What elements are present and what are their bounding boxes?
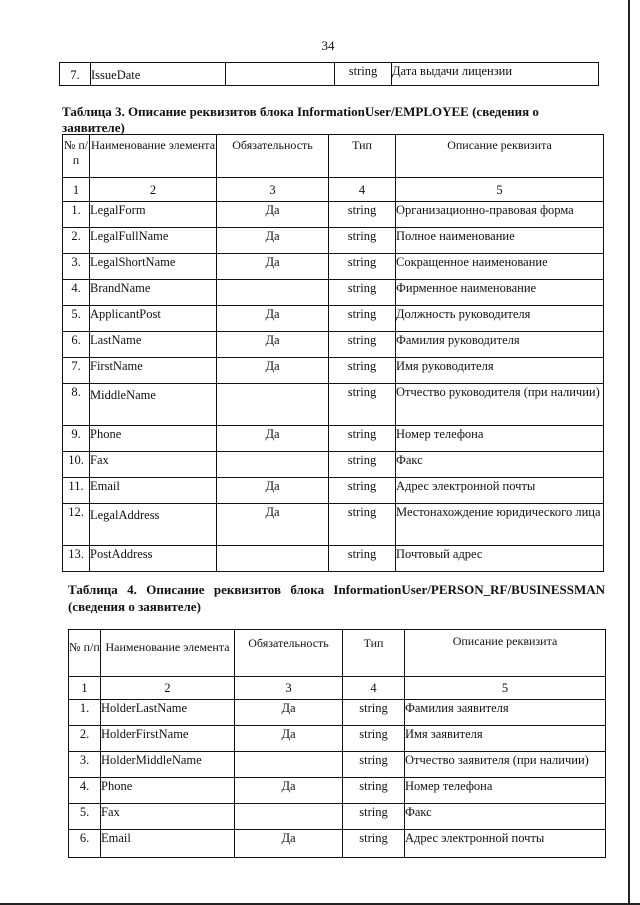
table4-caption: Таблица 4. Описание реквизитов блока InformationUser/PERSON_RF/BUSINESSMAN (сведения о заявителе) — [68, 582, 605, 614]
element-name: Email — [101, 830, 235, 858]
type-cell: string — [329, 306, 396, 332]
header-type: Тип — [343, 630, 405, 677]
header-name: Наименование элемента — [90, 135, 217, 178]
table3 — [62, 134, 604, 572]
table-row — [63, 202, 604, 228]
row-number: 2. — [63, 228, 90, 254]
element-name: BrandName — [90, 280, 217, 306]
type-cell: string — [329, 452, 396, 478]
required-cell: Да — [235, 726, 343, 752]
description-cell: Адрес электронной почты — [396, 478, 604, 504]
row-number: 4. — [63, 280, 90, 306]
table-row — [69, 830, 606, 858]
header-name: Наименование элемента — [101, 630, 235, 677]
required-cell: Да — [235, 778, 343, 804]
element-name: LegalFullName — [90, 228, 217, 254]
required-cell: Да — [217, 306, 329, 332]
type-cell: string — [343, 830, 405, 858]
description-cell: Полное наименование — [396, 228, 604, 254]
row-number: 9. — [63, 426, 90, 452]
row-number: 13. — [63, 546, 90, 572]
type-cell: string — [329, 332, 396, 358]
required-cell — [226, 63, 335, 86]
row-number: 7. — [63, 358, 90, 384]
type-cell: string — [329, 546, 396, 572]
description-cell: Отчество заявителя (при наличии) — [405, 752, 606, 778]
element-name: LegalShortName — [90, 254, 217, 280]
table-row — [63, 452, 604, 478]
header-required: Обязательность — [217, 135, 329, 178]
header-num: № п/п — [69, 630, 101, 677]
element-name: Phone — [90, 426, 217, 452]
element-name: LegalForm — [90, 202, 217, 228]
type-cell: string — [329, 202, 396, 228]
type-cell: string — [329, 426, 396, 452]
index-cell: 3 — [217, 178, 329, 202]
header-required: Обязательность — [235, 630, 343, 677]
table3-index-row — [63, 178, 604, 202]
table-row — [63, 546, 604, 572]
description-cell: Имя руководителя — [396, 358, 604, 384]
element-name: FirstName — [90, 358, 217, 384]
description-cell: Сокращенное наименование — [396, 254, 604, 280]
index-cell: 4 — [329, 178, 396, 202]
required-cell — [217, 384, 329, 426]
element-name: Fax — [101, 804, 235, 830]
required-cell: Да — [217, 202, 329, 228]
table-row — [63, 280, 604, 306]
table-row — [63, 426, 604, 452]
row-number: 4. — [69, 778, 101, 804]
description-cell: Дата выдачи лицензии — [392, 63, 599, 86]
element-name: Fax — [90, 452, 217, 478]
table3-header-row — [63, 135, 604, 178]
description-cell: Номер телефона — [405, 778, 606, 804]
header-description: Описание реквизита — [405, 630, 606, 677]
required-cell: Да — [235, 700, 343, 726]
required-cell: Да — [217, 478, 329, 504]
type-cell: string — [343, 726, 405, 752]
table-row — [63, 504, 604, 546]
table4-index-row — [69, 677, 606, 700]
description-cell: Факс — [405, 804, 606, 830]
index-cell: 3 — [235, 677, 343, 700]
description-cell: Фамилия руководителя — [396, 332, 604, 358]
required-cell: Да — [217, 358, 329, 384]
row-number: 6. — [69, 830, 101, 858]
row-number: 10. — [63, 452, 90, 478]
element-name: HolderLastName — [101, 700, 235, 726]
index-cell: 2 — [101, 677, 235, 700]
description-cell: Факс — [396, 452, 604, 478]
header-description: Описание реквизита — [396, 135, 604, 178]
type-cell: string — [329, 228, 396, 254]
description-cell: Фирменное наименование — [396, 280, 604, 306]
index-cell: 1 — [69, 677, 101, 700]
table-row — [63, 332, 604, 358]
row-number: 1. — [69, 700, 101, 726]
table-row — [63, 228, 604, 254]
type-cell: string — [329, 478, 396, 504]
row-number: 2. — [69, 726, 101, 752]
type-cell: string — [329, 504, 396, 546]
table-row — [60, 63, 599, 86]
element-name: Email — [90, 478, 217, 504]
type-cell: string — [329, 384, 396, 426]
table-row — [69, 804, 606, 830]
type-cell: string — [343, 778, 405, 804]
type-cell: string — [329, 280, 396, 306]
required-cell: Да — [235, 830, 343, 858]
description-cell: Отчество руководителя (при наличии) — [396, 384, 604, 426]
description-cell: Почтовый адрес — [396, 546, 604, 572]
description-cell: Адрес электронной почты — [405, 830, 606, 858]
type-cell: string — [343, 804, 405, 830]
element-name: IssueDate — [91, 63, 226, 86]
description-cell: Фамилия заявителя — [405, 700, 606, 726]
index-cell: 1 — [63, 178, 90, 202]
table4-header-row — [69, 630, 606, 677]
element-name: LegalAddress — [90, 504, 217, 546]
element-name: PostAddress — [90, 546, 217, 572]
required-cell — [217, 546, 329, 572]
type-cell: string — [343, 700, 405, 726]
row-number: 7. — [60, 63, 91, 86]
row-number: 5. — [63, 306, 90, 332]
row-number: 11. — [63, 478, 90, 504]
header-type: Тип — [329, 135, 396, 178]
element-name: HolderFirstName — [101, 726, 235, 752]
description-cell: Местонахождение юридического лица — [396, 504, 604, 546]
type-cell: string — [329, 254, 396, 280]
index-cell: 5 — [396, 178, 604, 202]
row-number: 12. — [63, 504, 90, 546]
required-cell — [235, 804, 343, 830]
element-name: HolderMiddleName — [101, 752, 235, 778]
required-cell: Да — [217, 504, 329, 546]
continuation-table — [59, 62, 599, 86]
table-row — [69, 726, 606, 752]
required-cell: Да — [217, 426, 329, 452]
index-cell: 5 — [405, 677, 606, 700]
table-row — [63, 358, 604, 384]
row-number: 1. — [63, 202, 90, 228]
type-cell: string — [329, 358, 396, 384]
row-number: 6. — [63, 332, 90, 358]
type-cell: string — [335, 63, 392, 86]
index-cell: 4 — [343, 677, 405, 700]
description-cell: Имя заявителя — [405, 726, 606, 752]
element-name: MiddleName — [90, 384, 217, 426]
description-cell: Должность руководителя — [396, 306, 604, 332]
scan-border-right — [628, 0, 630, 905]
description-cell: Организационно-правовая форма — [396, 202, 604, 228]
table-row — [69, 700, 606, 726]
page-number: 34 — [321, 38, 335, 53]
table-row — [63, 306, 604, 332]
row-number: 3. — [63, 254, 90, 280]
table3-caption: Таблица 3. Описание реквизитов блока InformationUser/EMPLOYEE (сведения о заявителе) — [62, 104, 539, 135]
element-name: ApplicantPost — [90, 306, 217, 332]
table-row — [69, 752, 606, 778]
required-cell — [217, 452, 329, 478]
table-row — [63, 384, 604, 426]
table-row — [69, 778, 606, 804]
element-name: Phone — [101, 778, 235, 804]
row-number: 5. — [69, 804, 101, 830]
required-cell — [235, 752, 343, 778]
required-cell: Да — [217, 332, 329, 358]
row-number: 3. — [69, 752, 101, 778]
header-num: № п/п — [63, 135, 90, 178]
required-cell: Да — [217, 254, 329, 280]
required-cell: Да — [217, 228, 329, 254]
type-cell: string — [343, 752, 405, 778]
table-row — [63, 478, 604, 504]
table4 — [68, 629, 606, 858]
row-number: 8. — [63, 384, 90, 426]
description-cell: Номер телефона — [396, 426, 604, 452]
index-cell: 2 — [90, 178, 217, 202]
table-row — [63, 254, 604, 280]
required-cell — [217, 280, 329, 306]
element-name: LastName — [90, 332, 217, 358]
